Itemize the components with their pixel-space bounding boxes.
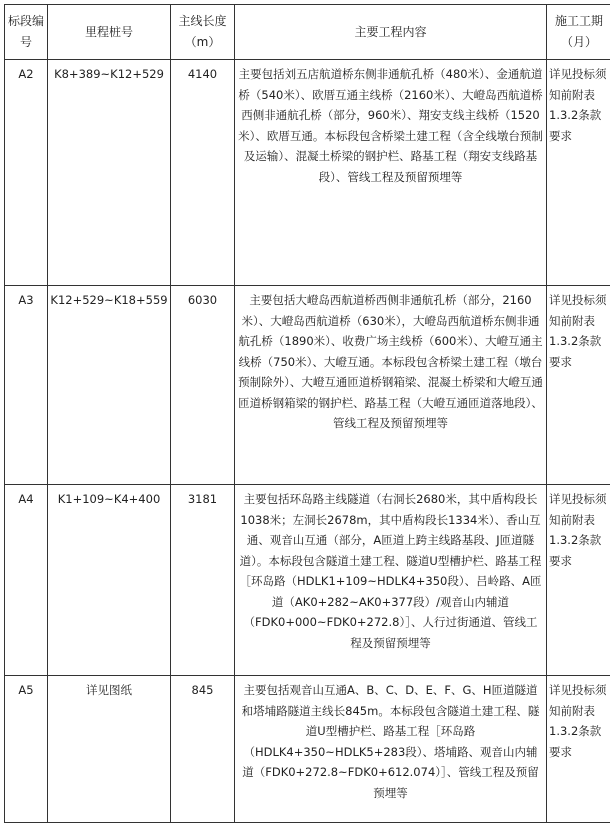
cell-section: A4 bbox=[5, 485, 48, 676]
cell-period: 详见投标须知前附表1.3.2条款要求 bbox=[547, 485, 610, 676]
cell-period: 详见投标须知前附表1.3.2条款要求 bbox=[547, 60, 610, 286]
header-content: 主要工程内容 bbox=[235, 5, 547, 60]
header-period: 施工工期（月） bbox=[547, 5, 610, 60]
cell-section: A2 bbox=[5, 60, 48, 286]
cell-mileage: K1+109~K4+400 bbox=[48, 485, 171, 676]
cell-content: 主要包括观音山互通A、B、C、D、E、F、G、H匝道隧道和塔埔路隧道主线长845m。本标段包含隧道土建工程、隧道U型槽护栏、路基工程［环岛路（HDLK4+350~HDLK5+283段）、塔埔路、观音山内辅道（FDK0+272.8~FDK0+612.074）］、管线工程及预留预埋等 bbox=[235, 676, 547, 823]
header-mileage: 里程桩号 bbox=[48, 5, 171, 60]
cell-mileage: K12+529~K18+559 bbox=[48, 286, 171, 485]
cell-section: A5 bbox=[5, 676, 48, 823]
cell-content: 主要包括大嶝岛西航道桥西侧非通航孔桥（部分，2160米）、大嶝岛西航道桥（630米），大嶝岛西航道桥东侧非通航孔桥（1890米）、收费广场主线桥（600米）、大嶝互通主线桥（750米）、大嶝互通。本标段包含桥梁土建工程（墩台预制除外）、大嶝互通匝道桥钢箱梁、混凝土桥梁和大嶝互通匝道桥钢箱梁的钢护栏、路基工程（大嶝互通匝道落地段）、管线工程及预留预埋等 bbox=[235, 286, 547, 485]
cell-mileage: K8+389~K12+529 bbox=[48, 60, 171, 286]
cell-section: A3 bbox=[5, 286, 48, 485]
cell-period: 详见投标须知前附表1.3.2条款要求 bbox=[547, 286, 610, 485]
table-row bbox=[5, 60, 610, 286]
table-row bbox=[5, 485, 610, 676]
table-row bbox=[5, 286, 610, 485]
cell-length: 3181 bbox=[171, 485, 235, 676]
cell-content: 主要包括刘五店航道桥东侧非通航孔桥（480米）、金通航道桥（540米）、欧厝互通主线桥（2160米）、大嶝岛西航道桥西侧非通航孔桥（部分，960米）、翔安支线主线桥（1520米）、欧厝互通。本标段包含桥梁土建工程（含全线墩台预制及运输）、混凝土桥梁的钢护栏、路基工程（翔安支线路基段）、管线工程及预留预埋等 bbox=[235, 60, 547, 286]
cell-content: 主要包括环岛路主线隧道（右洞长2680米，其中盾构段长1038米；左洞长2678m，其中盾构段长1334米）、香山互通、观音山互通（部分，A匝道上跨主线路基段、J匝道隧道）。本标段包含隧道土建工程、隧道U型槽护栏、路基工程［环岛路（HDLK1+109~HDLK4+350段）、吕岭路、A匝道（AK0+282~AK0+377段）/观音山内辅道（FDK0+000~FDK0+272.8）］、人行过街通道、管线工程及预留预埋等 bbox=[235, 485, 547, 676]
bid-section-table bbox=[4, 4, 610, 823]
cell-period: 详见投标须知前附表1.3.2条款要求 bbox=[547, 676, 610, 823]
header-length: 主线长度（m） bbox=[171, 5, 235, 60]
cell-length: 845 bbox=[171, 676, 235, 823]
header-section: 标段编号 bbox=[5, 5, 48, 60]
cell-length: 4140 bbox=[171, 60, 235, 286]
header-row bbox=[5, 5, 610, 60]
cell-length: 6030 bbox=[171, 286, 235, 485]
cell-mileage: 详见图纸 bbox=[48, 676, 171, 823]
table-row bbox=[5, 676, 610, 823]
